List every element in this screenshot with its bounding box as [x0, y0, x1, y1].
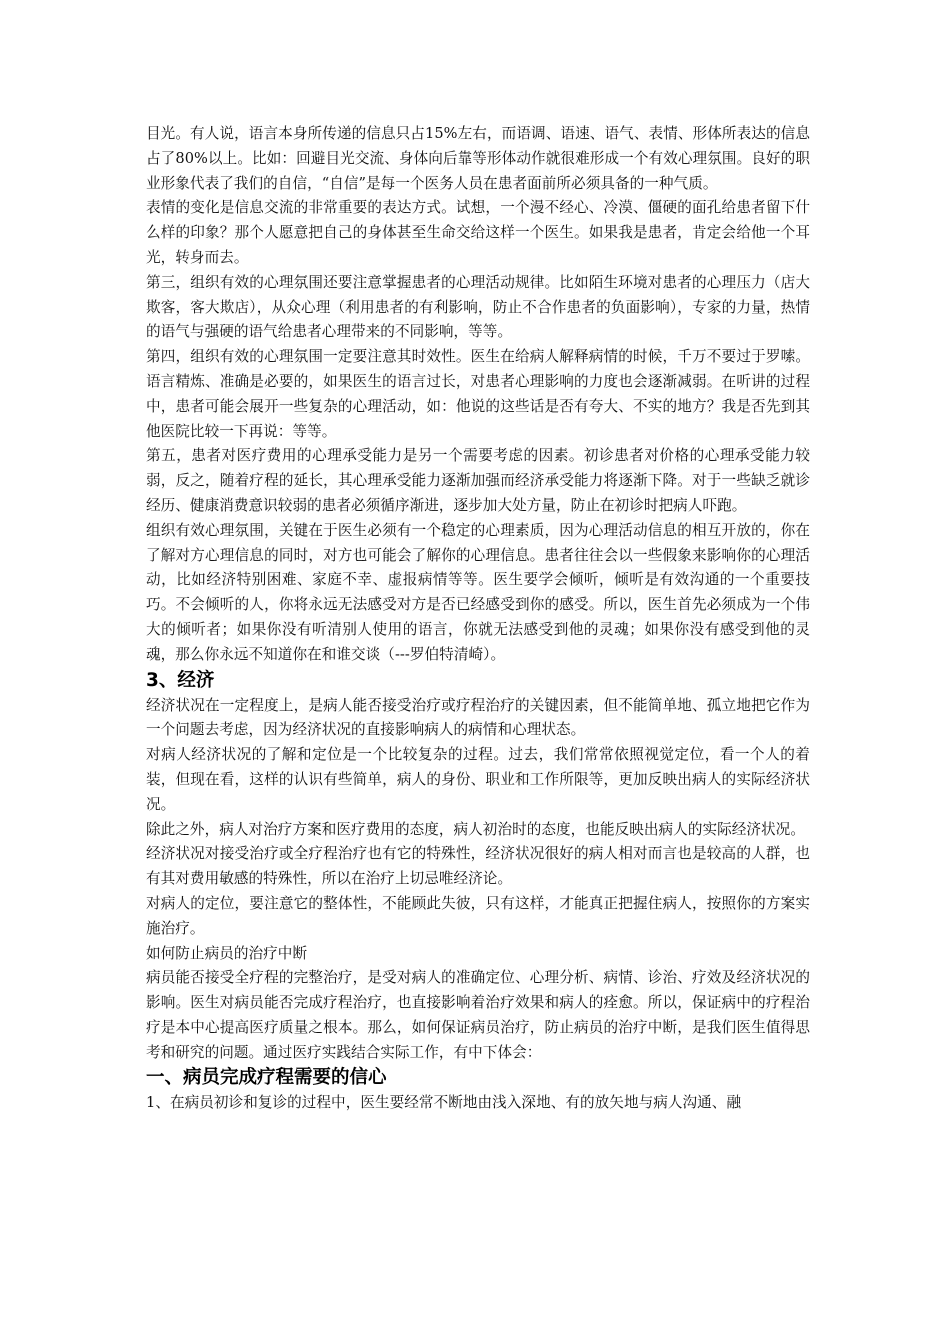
paragraph-full-course: 病员能否接受全疗程的完整治疗，是受对病人的准确定位、心理分析、病情、诊治、疗效及经济状况的影响。医生对病员能否完成疗程治疗，也直接影响着治疗效果和病人的痊愈。所以，保证病中的疗程治疗是本中心提高医疗质量之根本。那么，如何保证病员治疗，防止病员的治疗中断，是我们医生值得思考和研究的问题。通过医疗实践结合实际工作，有中下体会：	[146, 969, 810, 1061]
paragraph-third-point: 第三，组织有效的心理氛围还要注意掌握患者的心理活动规律。比如陌生环境对患者的心理压力（店大欺客，客大欺店），从众心理（利用患者的有利影响，防止不合作患者的负面影响），专家的力量，热情的语气与强硬的语气给患者心理带来的不同影响，等等。	[146, 273, 810, 341]
paragraph-first-visit: 1、在病员初诊和复诊的过程中，医生要经常不断地由浅入深地、有的放矢地与病人沟通、融	[146, 1094, 742, 1112]
paragraph-economy-holistic: 对病人的定位，要注意它的整体性，不能顾此失彼，只有这样，才能真正把握住病人，按照你的方案实施治疗。	[146, 894, 810, 937]
heading-economy: 3、经济	[146, 669, 215, 691]
paragraph-fifth-point: 第五，患者对医疗费用的心理承受能力是另一个需要考虑的因素。初诊患者对价格的心理承受能力较弱，反之，随着疗程的延长，其心理承受能力逐渐加强而经济承受能力将逐渐下降。对于一些缺乏就诊经历、健康消费意识较弱的患者必须循序渐进，逐步加大处方量，防止在初诊时把病人吓跑。	[146, 447, 810, 514]
paragraph-economy-intro: 经济状况在一定程度上，是病人能否接受治疗或疗程治疗的关键因素，但不能简单地、孤立地把它作为一个问题去考虑，因为经济状况的直接影响病人的病情和心理状态。	[146, 696, 810, 739]
paragraph-economy-assessment: 对病人经济状况的了解和定位是一个比较复杂的过程。过去，我们常常依照视觉定位，看一个人的着装，但现在看，这样的认识有些简单，病人的身份、职业和工作所限等，更加反映出病人的实际经济状况。	[146, 746, 810, 813]
document-page	[146, 122, 810, 1116]
paragraph-fourth-point: 第四，组织有效的心理氛围一定要注意其时效性。医生在给病人解释病情的时候，千万不要过于罗嗦。语言精炼、准确是必要的，如果医生的语言过长，对患者心理影响的力度也会逐渐减弱。在听讲的过程中，患者可能会展开一些复杂的心理活动，如：他说的这些话是否有夸大、不实的地方？我是否先到其他医院比较一下再说：等等。	[146, 348, 810, 440]
paragraph-facial-expression: 表情的变化是信息交流的非常重要的表达方式。试想，一个漫不经心、冷漠、僵硬的面孔给患者留下什么样的印象？那个人愿意把自己的身体甚至生命交给这样一个医生。如果我是患者，肯定会给他一个耳光，转身而去。	[146, 199, 810, 266]
paragraph-economy-attitude: 除此之外，病人对治疗方案和医疗费用的态度，病人初治时的态度，也能反映出病人的实际经济状况。	[146, 820, 805, 838]
paragraph-listening: 组织有效心理氛围，关键在于医生必须有一个稳定的心理素质，因为心理活动信息的相互开放的，你在了解对方心理信息的同时，对方也可能会了解你的心理信息。患者往往会以一些假象来影响你的心理活动，比如经济特别困难、家庭不幸、虚报病情等等。医生要学会倾听，倾听是有效沟通的一个重要技巧。不会倾听的人，你将永远无法感受对方是否已经感受到你的感受。所以，医生首先必须成为一个伟大的倾听者；如果你没有听清别人使用的语言，你就无法感受到他的灵魂；如果你没有感受到他的灵魂，那么你永远不知道你在和谁交谈（---罗伯特清崎）。	[146, 521, 810, 663]
paragraph-economy-special: 经济状况对接受治疗或全疗程治疗也有它的特殊性，经济状况很好的病人相对而言也是较高的人群，也有其对费用敏感的特殊性，所以在治疗上切忌唯经济论。	[146, 845, 810, 888]
heading-confidence: 一、病员完成疗程需要的信心	[146, 1067, 387, 1089]
paragraph-eye-contact: 目光。有人说，语言本身所传递的信息只占15%左右，而语调、语速、语气、表情、形体所表达的信息占了80%以上。比如：回避目光交流、身体向后靠等形体动作就很难形成一个有效心理氛围。良好的职业形象代表了我们的自信，“自信”是每一个医务人员在患者面前所必须具备的一种气质。	[146, 125, 810, 192]
subheading-prevent-interruption: 如何防止病员的治疗中断	[146, 944, 308, 962]
